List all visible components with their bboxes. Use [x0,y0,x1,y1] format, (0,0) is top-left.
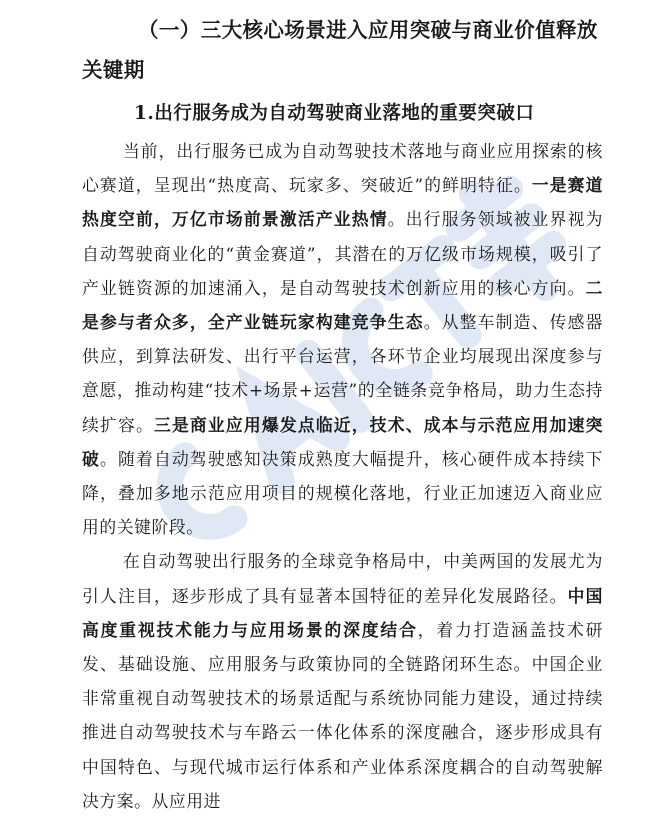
paragraph-text: 在自动驾驶出行服务的全球竞争格局中，中美两国的发展尤为引人注目，逐步形成了具有显著本国特征的差异化发展路径。 [82,551,603,606]
paragraph-text: 。出行服务领域被业界视为自动驾驶商业化的“黄金赛道”，其潜在的万亿级市场规模，吸引了产业链资源的加速涌入，是自动驾驶技术创新应用的核心方向。 [82,209,604,298]
paragraph-text: 。从整车制造、传感器供应，到算法研发、出行平台运营，各环节企业均展现出深度参与意愿，推动构建“技术+场景+运营”的全链条竞争格局，助力生态持续扩容。 [82,312,603,435]
subsection-title: 1.出行服务成为自动驾驶商业落地的重要突破口 [134,103,535,124]
bold-point-china: 中国高度重视技术能力与应用场景的深度结合 [82,585,604,640]
bold-point-1: 一是赛道热度空前，万亿市场前景激活产业热情 [82,175,603,230]
paragraph-1 [82,134,603,544]
bold-point-2: 二是参与者众多，全产业链玩家构建竞争生态 [82,277,603,333]
paragraph-text: ，着力打造涵盖技术研发、基础设施、应用服务与政策协同的全链路闭环生态。中国企业非常重视自动驾驶技术的场景适配与系统协同能力建设，通过持续推进自动驾驶技术与车路云一体化体系的深度融合，逐步形成具有中国特色、与现代城市运行体系和产业体系深度耦合的自动驾驶解决方案。从应用进 [82,619,603,811]
paragraph-text: 。随着自动驾驶感知决策成熟度大幅提升，核心硬件成本持续下降，叠加多地示范应用项目的规模化落地，行业正加速迈入商业应用的关键阶段。 [82,448,603,538]
section-title: （一）三大核心场景进入应用突破与商业价值释放关键期 [82,18,598,82]
paragraph-2 [82,544,603,818]
paragraph-text: 当前，出行服务已成为自动驾驶技术落地与商业应用探索的核心赛道，呈现出“热度高、玩家多、突破近”的鲜明特征。 [82,141,603,196]
bold-point-3: 三是商业应用爆发点临近，技术、成本与示范应用加速突破 [82,414,603,469]
